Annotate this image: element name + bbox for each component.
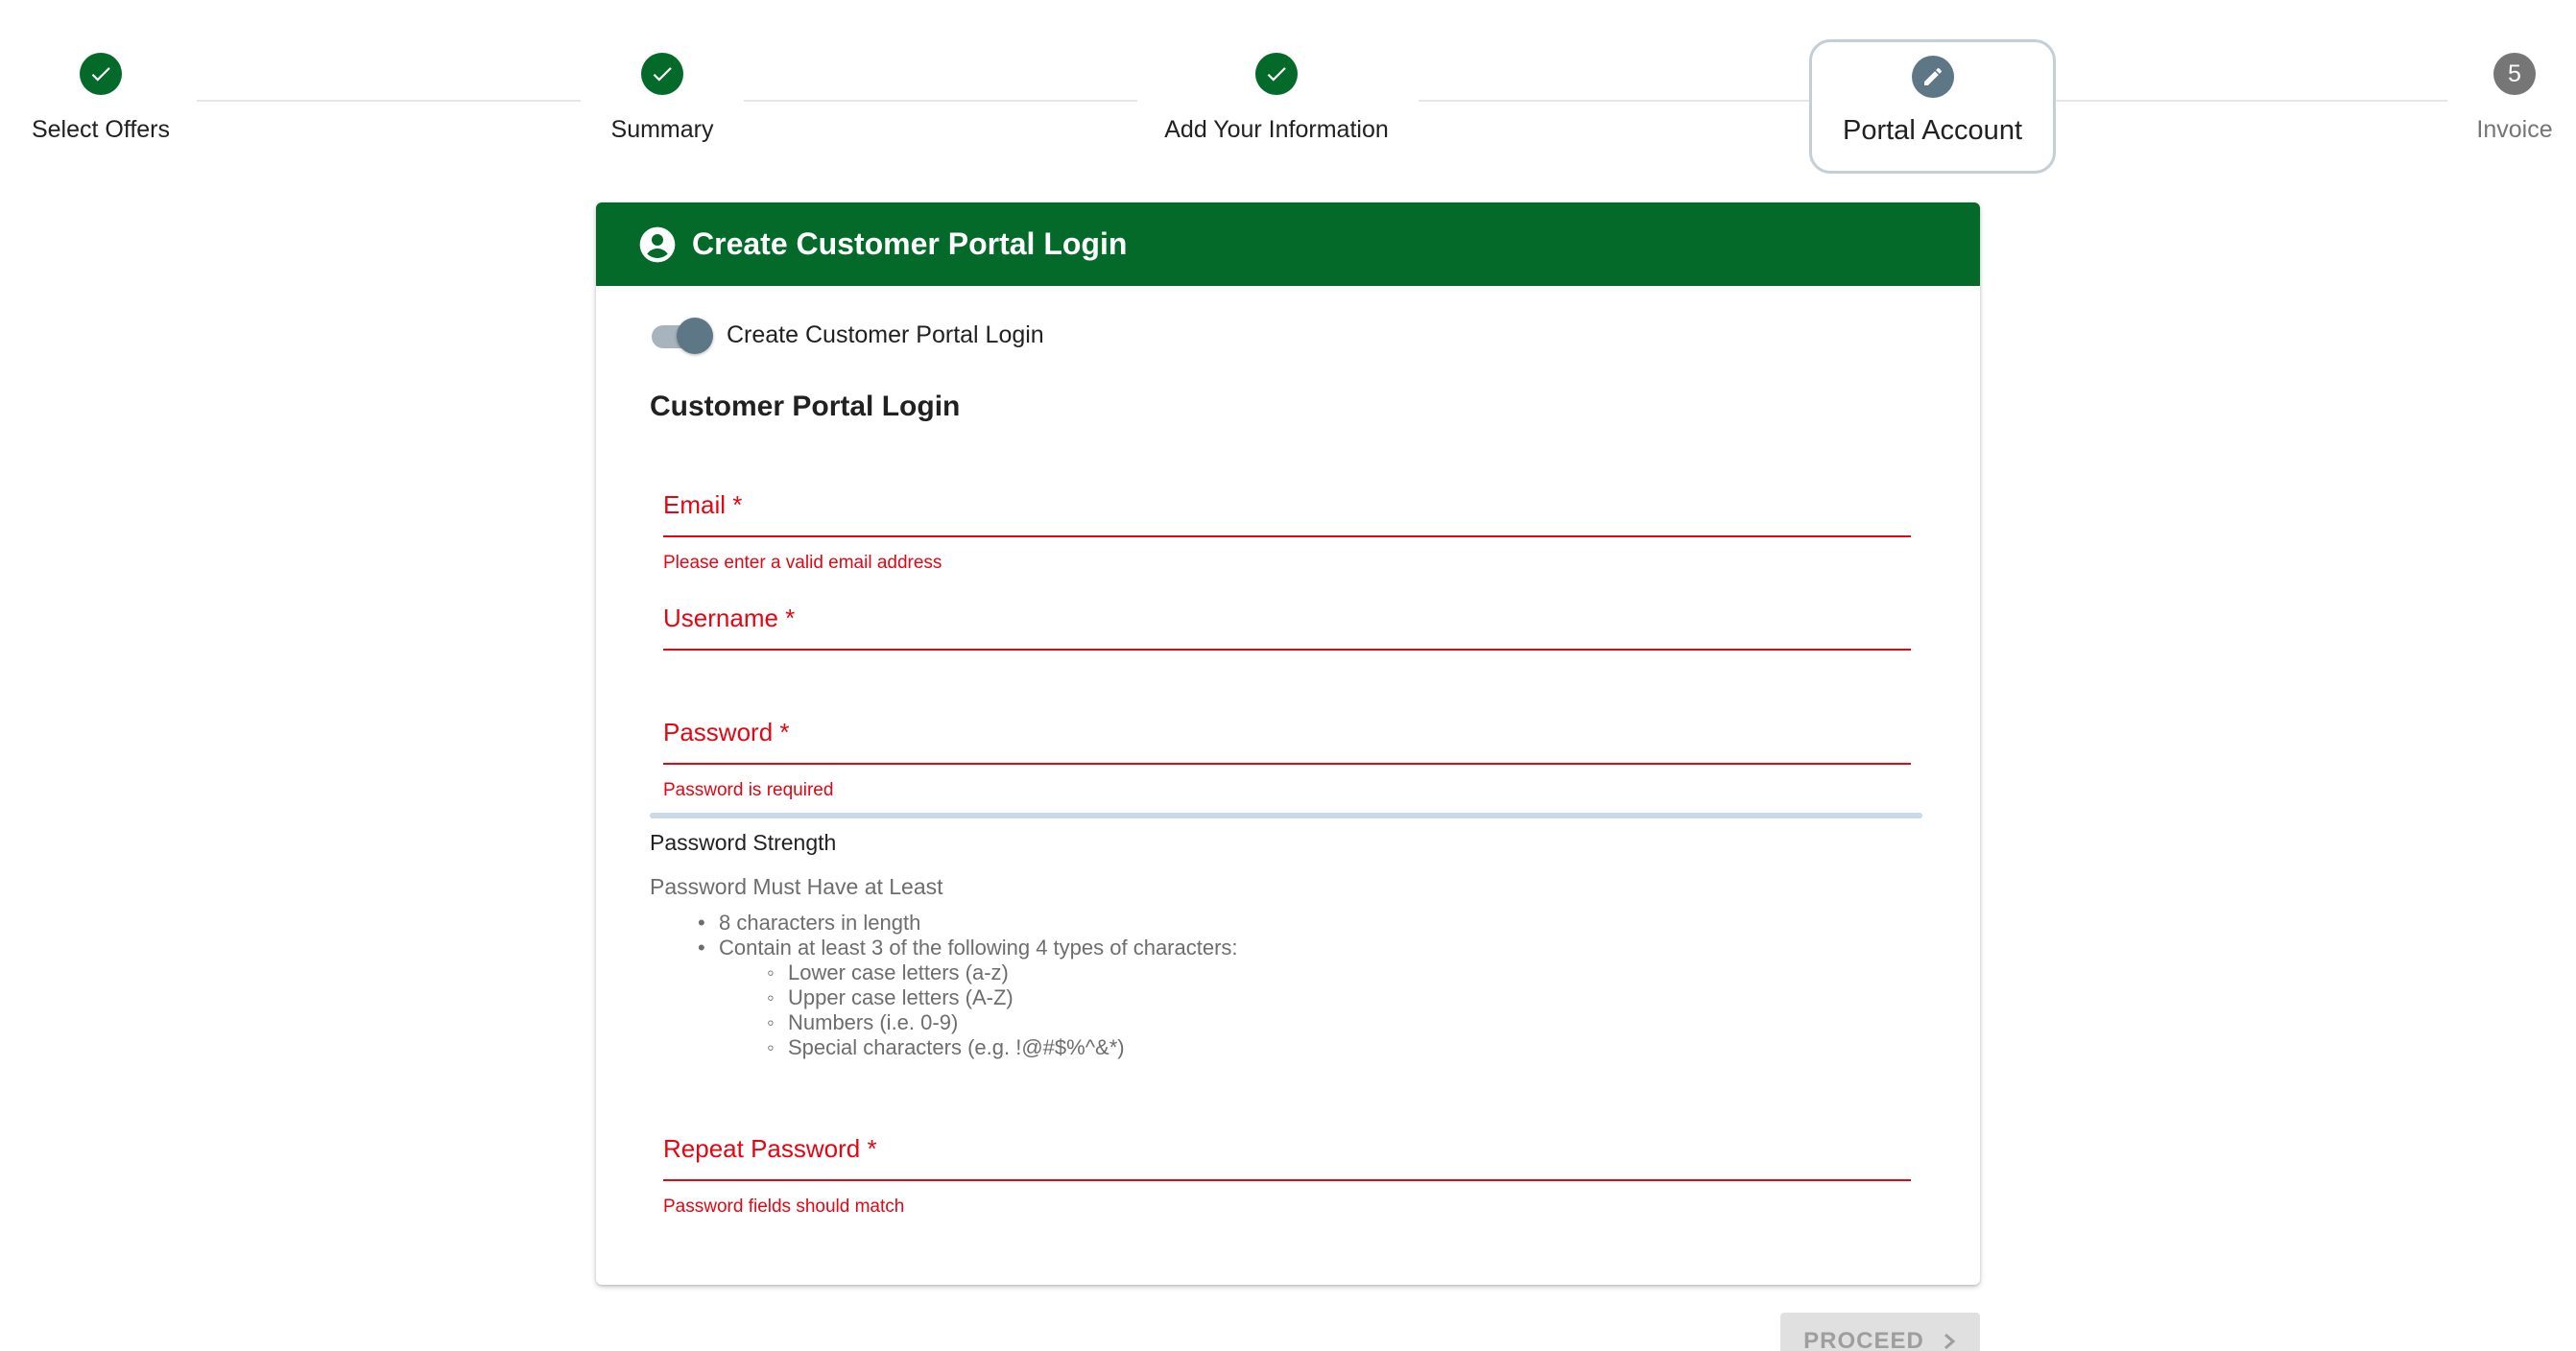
- chevron-right-icon: [1942, 1332, 1957, 1351]
- username-field: [663, 604, 1911, 651]
- check-icon: [641, 53, 683, 95]
- password-label: Password *: [663, 718, 790, 747]
- create-login-toggle[interactable]: [650, 316, 713, 354]
- requirement-subitem: ◦ Special characters (e.g. !@#$%^&*): [719, 1035, 1238, 1060]
- password-error: Password is required: [663, 780, 834, 800]
- username-underline: [663, 649, 1911, 651]
- section-title: Customer Portal Login: [650, 391, 961, 422]
- portal-login-card: [596, 202, 1980, 1285]
- password-strength-label: Password Strength: [650, 830, 837, 855]
- step-select-offers[interactable]: [24, 53, 178, 144]
- step-label: Portal Account: [1843, 115, 2022, 146]
- card-header: [596, 202, 1980, 286]
- check-icon: [1255, 53, 1298, 95]
- email-label: Email *: [663, 490, 743, 519]
- username-label: Username *: [663, 604, 796, 632]
- repeat-password-label: Repeat Password *: [663, 1134, 877, 1163]
- step-label: Summary: [610, 116, 714, 143]
- repeat-password-field: [663, 1134, 1911, 1218]
- step-connector: [197, 100, 581, 102]
- repeat-password-underline: [663, 1179, 1911, 1181]
- step-add-your-information[interactable]: [1133, 53, 1420, 144]
- repeat-password-error: Password fields should match: [663, 1197, 905, 1217]
- step-number-badge: 5: [2493, 53, 2536, 95]
- step-invoice[interactable]: [2457, 53, 2572, 144]
- password-field: [663, 718, 1911, 801]
- pencil-icon: [1912, 56, 1954, 98]
- requirement-subitem: ◦ Lower case letters (a-z): [719, 960, 1238, 985]
- stepper: [0, 0, 2576, 192]
- toggle-thumb: [677, 318, 713, 354]
- step-label: Invoice: [2476, 116, 2553, 143]
- password-input[interactable]: [663, 747, 1911, 757]
- account-circle-icon: [638, 225, 677, 264]
- password-underline: [663, 763, 1911, 765]
- card-title: Create Customer Portal Login: [692, 226, 1128, 261]
- toggle-label: Create Customer Portal Login: [727, 320, 1044, 348]
- step-connector: [2054, 100, 2447, 102]
- email-field: [663, 490, 1911, 574]
- step-summary[interactable]: [585, 53, 739, 144]
- email-error: Please enter a valid email address: [663, 553, 942, 573]
- requirement-item: Contain at least 3 of the following 4 types of characters:: [719, 936, 1238, 960]
- step-connector: [1419, 100, 1812, 102]
- proceed-button[interactable]: [1780, 1313, 1980, 1351]
- step-label: Add Your Information: [1164, 116, 1389, 143]
- create-login-toggle-row: [650, 316, 1044, 354]
- email-input[interactable]: [663, 520, 1911, 530]
- password-strength-bar: [650, 813, 1922, 818]
- requirement-subitem: ◦ Numbers (i.e. 0-9): [719, 1010, 1238, 1035]
- check-icon: [80, 53, 122, 95]
- username-input[interactable]: [663, 633, 1911, 643]
- email-underline: [663, 535, 1911, 537]
- requirement-subitem: ◦ Upper case letters (A-Z): [719, 985, 1238, 1010]
- proceed-label: PROCEED: [1803, 1328, 1924, 1351]
- step-portal-account[interactable]: [1809, 39, 2056, 174]
- requirements-intro: Password Must Have at Least: [650, 874, 943, 899]
- step-label: Select Offers: [31, 116, 171, 143]
- repeat-password-input[interactable]: [663, 1164, 1911, 1173]
- requirement-item-group: [650, 936, 1238, 1060]
- requirement-item: • 8 characters in length: [650, 911, 1238, 936]
- step-connector: [744, 100, 1137, 102]
- password-requirements: [650, 911, 1238, 1060]
